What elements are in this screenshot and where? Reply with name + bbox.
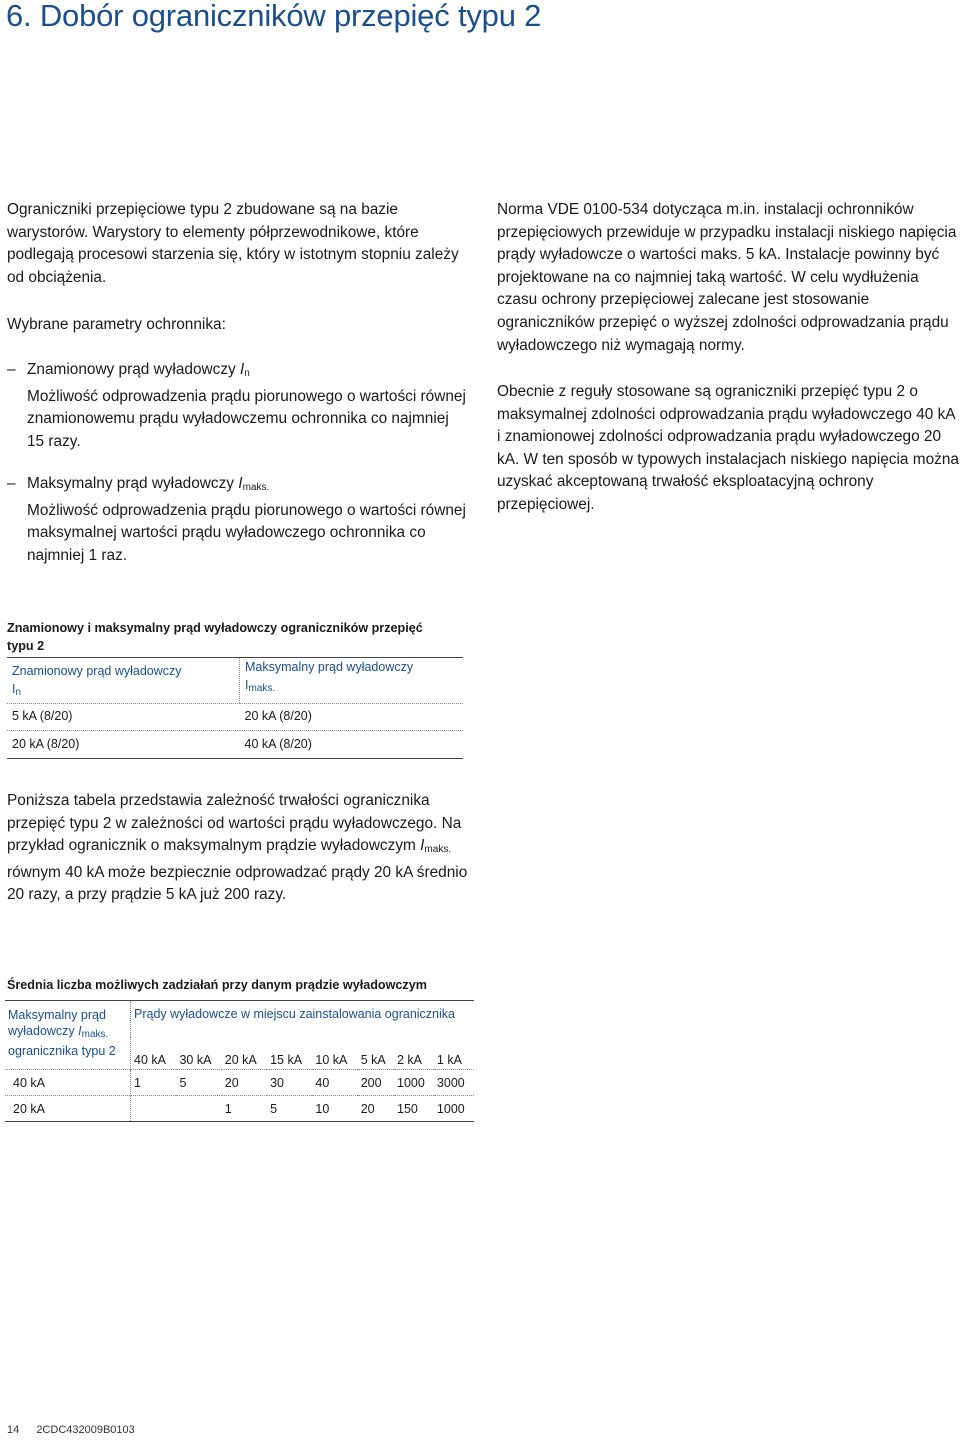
bullet-title — [27, 473, 467, 500]
table-cell: 20 — [358, 1096, 394, 1122]
row-label: 40 kA — [5, 1070, 131, 1096]
page-title: 6. Dobór ograniczników przepięć typu 2 — [6, 0, 542, 33]
header-symbol — [245, 676, 463, 698]
table-cell — [176, 1096, 221, 1122]
table-cell: 1000 — [394, 1070, 434, 1096]
table-row — [7, 731, 463, 759]
symbol: I — [245, 678, 249, 692]
current-header-cell: 1 kA — [436, 1053, 462, 1067]
table-cell — [131, 1096, 177, 1122]
table-cell: 150 — [394, 1096, 434, 1122]
table-cell: 20 kA (8/20) — [240, 704, 464, 731]
left-header-cell — [5, 1001, 131, 1070]
header-text: ogranicznika typu 2 — [8, 1044, 116, 1058]
subscript: n — [15, 687, 22, 698]
bullet-item — [7, 473, 467, 567]
bullet-title-text: Maksymalny prąd wyładowczy — [27, 475, 234, 492]
table-cell: 200 — [358, 1070, 394, 1096]
discharge-current-table — [7, 657, 463, 759]
current-header-cell: 15 kA — [270, 1053, 303, 1067]
table2-caption: Średnia liczba możliwych zadziałań przy danym prądzie wyładowczym — [7, 978, 427, 992]
current-header-cell: 20 kA — [224, 1053, 257, 1067]
bullet-description: Możliwość odprowadzenia prądu piorunowego o wartości równej maksymalnej wartości prądu wyładowczego ochronnika co najmniej 1 raz. — [27, 501, 466, 564]
table-cell: 5 — [176, 1070, 221, 1096]
current-practice-paragraph: Obecnie z reguły stosowane są ograniczniki przepięć typu 2 o maksymalnej zdolności odprowadzania prądu wyładowczego 40 kA i znamionowej zdolności odprowadzania prądu wyładowczego 20 kA. W ten sposób w typowych instalacjach niskiego napięcia można uzyskać akceptowaną trwałość eksploatacyjną ochrony przepięciowej. — [497, 383, 959, 513]
document-code: 2CDC432009B0103 — [36, 1424, 135, 1436]
table-cell: 1 — [222, 1096, 267, 1122]
table-cell: 30 — [267, 1070, 312, 1096]
current-symbol: I — [240, 361, 245, 378]
current-subscript: n — [244, 368, 250, 379]
bullet-description: Możliwość odprowadzenia prądu piorunowego o wartości równej znamionowemu prądu wyładowczemu ochronnika co najmniej 15 razy. — [27, 387, 466, 450]
subscript: maks. — [248, 683, 276, 694]
table-header-row — [7, 658, 463, 704]
bullet-title-text: Znamionowy prąd wyładowczy — [27, 361, 236, 378]
table-row — [5, 1070, 474, 1096]
params-heading: Wybrane parametry ochronnika: — [7, 316, 226, 333]
intro-text: Ograniczniki przepięciowe typu 2 zbudowane są na bazie warystorów. Warystory to elementy półprzewodnikowe, które podlegają procesowi starzenia się, który w istotnym stopniu zależy od obciążenia. — [7, 201, 459, 286]
current-header-cell: 30 kA — [179, 1053, 212, 1067]
bullet-title — [27, 359, 467, 386]
current-header-cell: 10 kA — [315, 1053, 348, 1067]
current-subscript: maks. — [242, 482, 270, 493]
group-header-cell: Prądy wyładowcze w miejscu zainstalowania ogranicznika — [134, 1007, 455, 1021]
page-footer — [7, 1424, 149, 1436]
header-text: Maksymalny prąd wyładowczy — [245, 660, 414, 674]
table-row — [7, 704, 463, 731]
table-cell: 5 kA (8/20) — [7, 704, 240, 731]
intro-paragraph — [7, 199, 467, 289]
symbol: I — [12, 682, 16, 696]
bullet-nominal-current — [7, 359, 467, 453]
table-header-cell — [7, 658, 240, 704]
table-cell: 40 — [312, 1070, 357, 1096]
header-text: Znamionowy prąd wyładowczy — [12, 664, 182, 678]
table-header-row — [5, 1001, 474, 1038]
norm-paragraph: Norma VDE 0100-534 dotycząca m.in. instalacji ochronników przepięciowych przewiduje w przypadku instalacji niskiego napięcia prądy wyładowcze o wartości maks. 5 kA. Instalacje powinny być projektowane na co najmniej taką wartość. W celu wydłużenia czasu ochrony przepięciowej zalecane jest stosowanie ograniczników przepięć o wyższej zdolności odprowadzania prądu wyładowczego niż wymagają normy. — [497, 201, 957, 354]
page-number: 14 — [7, 1424, 20, 1436]
operations-count-table — [5, 1000, 474, 1122]
row-label: 20 kA — [5, 1096, 131, 1122]
bullet-dash: – — [7, 475, 16, 492]
table-row — [5, 1096, 474, 1122]
current-header-cell: 40 kA — [134, 1053, 166, 1067]
current-symbol: I — [420, 837, 425, 855]
table-header-cell — [240, 658, 464, 704]
table-cell: 20 — [222, 1070, 267, 1096]
current-symbol: I — [238, 475, 243, 492]
table-cell: 20 kA (8/20) — [12, 737, 80, 751]
header-text: Maksymalny prąd wyładowczy — [8, 1008, 106, 1038]
table-cell: 1000 — [434, 1096, 474, 1122]
current-header-cell: 2 kA — [397, 1053, 423, 1067]
durability-paragraph — [7, 790, 477, 907]
table-cell: 3000 — [434, 1070, 474, 1096]
bullet-dash: – — [7, 361, 16, 378]
table-cell: 1 — [131, 1070, 177, 1096]
subscript: maks. — [81, 1029, 109, 1040]
current-subscript: maks. — [424, 844, 452, 856]
bullet-item — [7, 359, 467, 453]
current-header-cell: 5 kA — [360, 1053, 386, 1067]
bullet-max-current — [7, 473, 467, 567]
header-symbol — [12, 680, 239, 702]
symbol: I — [78, 1024, 82, 1038]
table1-caption: Znamionowy i maksymalny prąd wyładowczy ograniczników przepięć typu 2 — [7, 621, 423, 653]
paragraph-text: równym 40 kA może bezpiecznie odprowadzać prądy 20 kA średnio 20 razy, a przy prądzie 5 kA już 200 razy. — [7, 863, 468, 904]
table-cell: 40 kA (8/20) — [244, 737, 312, 751]
table-cell: 10 — [312, 1096, 357, 1122]
paragraph-text: Poniższa tabela przedstawia zależność trwałości ogranicznika przepięć typu 2 w zależności od wartości prądu wyładowczego. Na przykład ogranicznik o maksymalnym prądzie wyładowczym — [7, 792, 462, 855]
table-cell: 5 — [267, 1096, 312, 1122]
